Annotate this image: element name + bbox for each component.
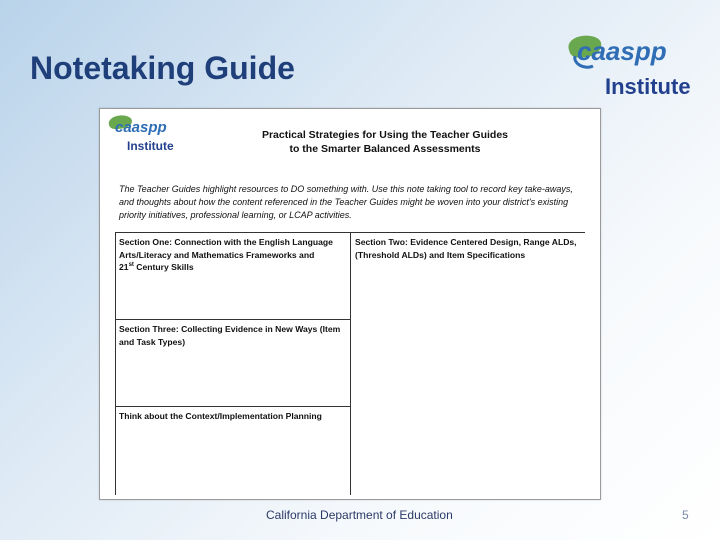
document-intro: The Teacher Guides highlight resources to DO something with. Use this note taking tool to record key take-aways, and thoughts about how the content referenced in the Teacher Guides might be woven into your district's existing priority initiatives, professional learning, or LCAP activities. xyxy=(119,184,573,220)
logo-wordmark: caaspp xyxy=(577,36,667,66)
section-one-line1: Section One: Connection with the English Language xyxy=(119,237,333,247)
section-one-rest: Century Skills xyxy=(133,262,194,272)
caaspp-institute-logo xyxy=(555,30,695,102)
section-two-line2: (Threshold ALDs) and Item Specifications xyxy=(355,249,526,260)
logo-institute: Institute xyxy=(605,74,691,99)
doc-logo-wordmark: caaspp xyxy=(115,119,167,136)
section-one-number: 21 xyxy=(119,262,129,272)
section-one-superscript: st xyxy=(128,262,134,269)
section-one-line2: Arts/Literacy and Mathematics Frameworks and xyxy=(119,249,315,260)
section-three-cell xyxy=(119,323,347,348)
footer-text: California Department of Education xyxy=(266,508,453,522)
section-four-cell xyxy=(119,410,347,423)
section-two-line1: Section Two: Evidence Centered Design, Range ALDs, xyxy=(355,237,577,247)
grid-divider xyxy=(350,232,351,495)
page-number: 5 xyxy=(682,508,689,522)
document-title-line2: to the Smarter Balanced Assessments xyxy=(289,143,481,155)
section-one-line3 xyxy=(119,261,347,274)
slide-title: Notetaking Guide xyxy=(30,50,295,86)
grid-row-divider-1 xyxy=(115,319,350,320)
grid-left-border xyxy=(115,232,116,495)
document-title xyxy=(240,128,530,156)
grid-row-divider-2 xyxy=(115,406,350,407)
notetaking-document xyxy=(99,108,601,500)
doc-logo-institute: Institute xyxy=(127,139,174,153)
section-three-line1: Section Three: Collecting Evidence in New Ways (Item xyxy=(119,324,341,334)
doc-caaspp-logo xyxy=(103,113,187,157)
section-two-cell xyxy=(355,236,583,261)
document-title-line1: Practical Strategies for Using the Teacher Guides xyxy=(261,129,509,141)
notes-grid xyxy=(115,232,585,500)
section-three-line2: and Task Types) xyxy=(119,336,186,347)
section-one-cell xyxy=(119,236,347,274)
section-four-label: Think about the Context/Implementation Planning xyxy=(119,411,322,421)
